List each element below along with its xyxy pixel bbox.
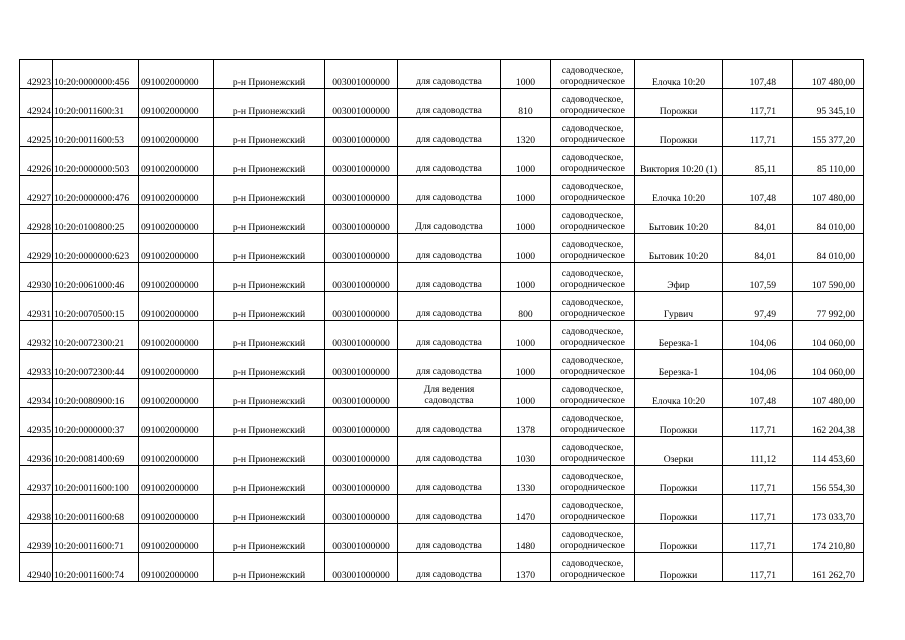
permitted-use-line: для садоводства	[416, 511, 482, 522]
category-code-cell: 003001000000	[325, 176, 398, 205]
usage-type-cell	[551, 408, 635, 437]
category-code-cell: 003001000000	[325, 118, 398, 147]
cadastral-value-cell: 95 345,10	[793, 89, 864, 118]
permitted-use-cell	[398, 292, 501, 321]
permitted-use-line: для садоводства	[416, 308, 482, 319]
category-code-cell: 003001000000	[325, 292, 398, 321]
permitted-use-cell	[398, 408, 501, 437]
cadastral-value-cell: 173 033,70	[793, 495, 864, 524]
usage-type-line: садоводческое,	[561, 123, 624, 134]
district-cell: р-н Прионежский	[214, 321, 325, 350]
table-row	[20, 118, 864, 147]
cadastral-number-cell: 10:20:0000000:503	[53, 147, 139, 176]
table-row	[20, 408, 864, 437]
permitted-use-cell	[398, 350, 501, 379]
permitted-use-cell	[398, 321, 501, 350]
table-body	[20, 60, 864, 582]
okato-code-cell: 091002000000	[139, 379, 214, 408]
cadastral-number-cell: 10:20:0072300:44	[53, 350, 139, 379]
row-number-cell: 42936	[20, 437, 53, 466]
usage-type-line: огородническое	[560, 366, 625, 377]
category-code-cell: 003001000000	[325, 437, 398, 466]
district-cell: р-н Прионежский	[214, 147, 325, 176]
row-number-cell: 42926	[20, 147, 53, 176]
okato-code-cell: 091002000000	[139, 524, 214, 553]
permitted-use-cell	[398, 466, 501, 495]
usage-type-line: садоводческое,	[561, 326, 624, 337]
okato-code-cell: 091002000000	[139, 495, 214, 524]
usage-type-cell	[551, 350, 635, 379]
okato-code-cell: 091002000000	[139, 176, 214, 205]
category-code-cell: 003001000000	[325, 147, 398, 176]
unit-price-cell: 104,06	[723, 350, 793, 379]
row-number-cell: 42933	[20, 350, 53, 379]
cooperative-cell: Порожки	[635, 466, 723, 495]
usage-type-line: садоводческое,	[561, 355, 624, 366]
cadastral-number-cell: 10:20:0011600:31	[53, 89, 139, 118]
table-row	[20, 263, 864, 292]
cadastral-number-cell: 10:20:0061000:46	[53, 263, 139, 292]
permitted-use-line: для садоводства	[416, 279, 482, 290]
permitted-use-cell	[398, 60, 501, 89]
permitted-use-cell	[398, 379, 501, 408]
cadastral-value-cell: 107 480,00	[793, 60, 864, 89]
unit-price-cell: 85,11	[723, 147, 793, 176]
category-code-cell: 003001000000	[325, 524, 398, 553]
permitted-use-line: для садоводства	[416, 453, 482, 464]
permitted-use-line: для садоводства	[416, 540, 482, 551]
cadastral-value-cell: 107 480,00	[793, 176, 864, 205]
cooperative-cell: Бытовик 10:20	[635, 234, 723, 263]
row-number-cell: 42934	[20, 379, 53, 408]
permitted-use-cell	[398, 205, 501, 234]
cooperative-cell: Порожки	[635, 495, 723, 524]
permitted-use-line: Для ведения	[423, 384, 475, 395]
cadastral-value-cell: 114 453,60	[793, 437, 864, 466]
category-code-cell: 003001000000	[325, 495, 398, 524]
okato-code-cell: 091002000000	[139, 437, 214, 466]
row-number-cell: 42935	[20, 408, 53, 437]
unit-price-cell: 107,48	[723, 176, 793, 205]
cadastral-number-cell: 10:20:0100800:25	[53, 205, 139, 234]
category-code-cell: 003001000000	[325, 234, 398, 263]
okato-code-cell: 091002000000	[139, 292, 214, 321]
usage-type-cell	[551, 466, 635, 495]
usage-type-line: садоводческое,	[561, 558, 624, 569]
row-number-cell: 42932	[20, 321, 53, 350]
row-number-cell: 42939	[20, 524, 53, 553]
permitted-use-line: для садоводства	[416, 569, 482, 580]
area-cell: 1370	[501, 553, 551, 582]
permitted-use-line: для садоводства	[416, 250, 482, 261]
cadastral-value-cell: 161 262,70	[793, 553, 864, 582]
permitted-use-cell	[398, 553, 501, 582]
table-row	[20, 553, 864, 582]
area-cell: 1000	[501, 263, 551, 292]
okato-code-cell: 091002000000	[139, 408, 214, 437]
district-cell: р-н Прионежский	[214, 553, 325, 582]
permitted-use-cell	[398, 437, 501, 466]
area-cell: 1000	[501, 176, 551, 205]
cooperative-cell: Березка-1	[635, 350, 723, 379]
usage-type-line: огородническое	[560, 105, 625, 116]
category-code-cell: 003001000000	[325, 60, 398, 89]
usage-type-cell	[551, 263, 635, 292]
table-row	[20, 466, 864, 495]
cooperative-cell: Озерки	[635, 437, 723, 466]
category-code-cell: 003001000000	[325, 350, 398, 379]
usage-type-cell	[551, 60, 635, 89]
permitted-use-cell	[398, 118, 501, 147]
area-cell: 1480	[501, 524, 551, 553]
table-row	[20, 321, 864, 350]
cooperative-cell: Порожки	[635, 524, 723, 553]
row-number-cell: 42930	[20, 263, 53, 292]
table-row	[20, 147, 864, 176]
usage-type-cell	[551, 379, 635, 408]
table-row	[20, 292, 864, 321]
usage-type-line: садоводческое,	[561, 413, 624, 424]
cooperative-cell: Порожки	[635, 553, 723, 582]
district-cell: р-н Прионежский	[214, 176, 325, 205]
permitted-use-cell	[398, 495, 501, 524]
usage-type-line: садоводческое,	[561, 442, 624, 453]
district-cell: р-н Прионежский	[214, 437, 325, 466]
district-cell: р-н Прионежский	[214, 118, 325, 147]
category-code-cell: 003001000000	[325, 263, 398, 292]
unit-price-cell: 97,49	[723, 292, 793, 321]
permitted-use-cell	[398, 234, 501, 263]
cadastral-value-cell: 107 590,00	[793, 263, 864, 292]
unit-price-cell: 104,06	[723, 321, 793, 350]
unit-price-cell: 117,71	[723, 118, 793, 147]
row-number-cell: 42940	[20, 553, 53, 582]
unit-price-cell: 111,12	[723, 437, 793, 466]
area-cell: 1330	[501, 466, 551, 495]
usage-type-line: садоводческое,	[561, 94, 624, 105]
cadastral-value-cell: 104 060,00	[793, 350, 864, 379]
usage-type-line: огородническое	[560, 76, 625, 87]
cooperative-cell: Порожки	[635, 89, 723, 118]
usage-type-cell	[551, 553, 635, 582]
permitted-use-line: Для садоводства	[415, 221, 483, 232]
usage-type-line: садоводческое,	[561, 471, 624, 482]
usage-type-line: огородническое	[560, 279, 625, 290]
row-number-cell: 42938	[20, 495, 53, 524]
table-row	[20, 234, 864, 263]
unit-price-cell: 117,71	[723, 495, 793, 524]
cadastral-number-cell: 10:20:0011600:100	[53, 466, 139, 495]
permitted-use-line: для садоводства	[416, 192, 482, 203]
row-number-cell: 42931	[20, 292, 53, 321]
cadastral-value-cell: 84 010,00	[793, 205, 864, 234]
unit-price-cell: 107,59	[723, 263, 793, 292]
usage-type-line: огородническое	[560, 540, 625, 551]
category-code-cell: 003001000000	[325, 205, 398, 234]
district-cell: р-н Прионежский	[214, 234, 325, 263]
row-number-cell: 42937	[20, 466, 53, 495]
unit-price-cell: 107,48	[723, 60, 793, 89]
district-cell: р-н Прионежский	[214, 524, 325, 553]
usage-type-line: огородническое	[560, 511, 625, 522]
okato-code-cell: 091002000000	[139, 553, 214, 582]
usage-type-line: садоводческое,	[561, 181, 624, 192]
usage-type-line: огородническое	[560, 424, 625, 435]
cooperative-cell: Елочка 10:20	[635, 60, 723, 89]
okato-code-cell: 091002000000	[139, 234, 214, 263]
permitted-use-line: для садоводства	[416, 482, 482, 493]
permitted-use-line: для садоводства	[416, 163, 482, 174]
district-cell: р-н Прионежский	[214, 408, 325, 437]
cooperative-cell: Бытовик 10:20	[635, 205, 723, 234]
usage-type-cell	[551, 524, 635, 553]
cadastral-number-cell: 10:20:0011600:53	[53, 118, 139, 147]
district-cell: р-н Прионежский	[214, 205, 325, 234]
category-code-cell: 003001000000	[325, 553, 398, 582]
usage-type-cell	[551, 321, 635, 350]
cadastral-number-cell: 10:20:0000000:456	[53, 60, 139, 89]
category-code-cell: 003001000000	[325, 466, 398, 495]
usage-type-line: огородническое	[560, 163, 625, 174]
usage-type-line: садоводческое,	[561, 500, 624, 511]
cadastral-number-cell: 10:20:0000000:476	[53, 176, 139, 205]
table-row	[20, 350, 864, 379]
table-row	[20, 89, 864, 118]
area-cell: 1320	[501, 118, 551, 147]
usage-type-line: садоводческое,	[561, 65, 624, 76]
cooperative-cell: Березка-1	[635, 321, 723, 350]
permitted-use-cell	[398, 263, 501, 292]
cadastral-value-cell: 104 060,00	[793, 321, 864, 350]
okato-code-cell: 091002000000	[139, 147, 214, 176]
area-cell: 1000	[501, 205, 551, 234]
row-number-cell: 42927	[20, 176, 53, 205]
usage-type-cell	[551, 118, 635, 147]
permitted-use-line: садоводства	[424, 395, 474, 406]
table-row	[20, 437, 864, 466]
okato-code-cell: 091002000000	[139, 205, 214, 234]
permitted-use-cell	[398, 524, 501, 553]
unit-price-cell: 117,71	[723, 553, 793, 582]
permitted-use-line: для садоводства	[416, 337, 482, 348]
usage-type-line: огородническое	[560, 337, 625, 348]
usage-type-line: огородническое	[560, 482, 625, 493]
usage-type-line: огородническое	[560, 134, 625, 145]
row-number-cell: 42925	[20, 118, 53, 147]
usage-type-cell	[551, 147, 635, 176]
area-cell: 1030	[501, 437, 551, 466]
usage-type-line: огородническое	[560, 453, 625, 464]
okato-code-cell: 091002000000	[139, 350, 214, 379]
usage-type-line: огородническое	[560, 250, 625, 261]
district-cell: р-н Прионежский	[214, 89, 325, 118]
unit-price-cell: 117,71	[723, 89, 793, 118]
cadastral-number-cell: 10:20:0000000:623	[53, 234, 139, 263]
cadastral-number-cell: 10:20:0000000:37	[53, 408, 139, 437]
unit-price-cell: 84,01	[723, 234, 793, 263]
table-row	[20, 60, 864, 89]
cadastral-value-cell: 156 554,30	[793, 466, 864, 495]
area-cell: 810	[501, 89, 551, 118]
usage-type-cell	[551, 205, 635, 234]
okato-code-cell: 091002000000	[139, 263, 214, 292]
cadastral-value-cell: 107 480,00	[793, 379, 864, 408]
cadastral-number-cell: 10:20:0070500:15	[53, 292, 139, 321]
cooperative-cell: Эфир	[635, 263, 723, 292]
district-cell: р-н Прионежский	[214, 292, 325, 321]
permitted-use-line: для садоводства	[416, 76, 482, 87]
district-cell: р-н Прионежский	[214, 263, 325, 292]
permitted-use-cell	[398, 176, 501, 205]
area-cell: 1000	[501, 60, 551, 89]
table-row	[20, 379, 864, 408]
cadastral-number-cell: 10:20:0072300:21	[53, 321, 139, 350]
district-cell: р-н Прионежский	[214, 466, 325, 495]
cadastral-number-cell: 10:20:0011600:68	[53, 495, 139, 524]
cooperative-cell: Порожки	[635, 408, 723, 437]
category-code-cell: 003001000000	[325, 408, 398, 437]
cadastral-number-cell: 10:20:0081400:69	[53, 437, 139, 466]
cadastral-number-cell: 10:20:0011600:74	[53, 553, 139, 582]
usage-type-cell	[551, 495, 635, 524]
cooperative-cell: Порожки	[635, 118, 723, 147]
usage-type-line: огородническое	[560, 221, 625, 232]
permitted-use-line: для садоводства	[416, 366, 482, 377]
okato-code-cell: 091002000000	[139, 89, 214, 118]
okato-code-cell: 091002000000	[139, 118, 214, 147]
okato-code-cell: 091002000000	[139, 60, 214, 89]
usage-type-line: огородническое	[560, 308, 625, 319]
category-code-cell: 003001000000	[325, 321, 398, 350]
cooperative-cell: Виктория 10:20 (1)	[635, 147, 723, 176]
permitted-use-line: для садоводства	[416, 134, 482, 145]
permitted-use-cell	[398, 89, 501, 118]
category-code-cell: 003001000000	[325, 379, 398, 408]
cadastral-value-cell: 77 992,00	[793, 292, 864, 321]
usage-type-line: садоводческое,	[561, 268, 624, 279]
usage-type-line: садоводческое,	[561, 152, 624, 163]
cadastral-value-cell: 84 010,00	[793, 234, 864, 263]
usage-type-line: садоводческое,	[561, 384, 624, 395]
usage-type-line: садоводческое,	[561, 529, 624, 540]
land-plot-table	[19, 59, 864, 582]
area-cell: 1378	[501, 408, 551, 437]
area-cell: 1000	[501, 234, 551, 263]
table-row	[20, 205, 864, 234]
area-cell: 1000	[501, 379, 551, 408]
usage-type-line: огородническое	[560, 569, 625, 580]
row-number-cell: 42923	[20, 60, 53, 89]
permitted-use-line: для садоводства	[416, 105, 482, 116]
cadastral-value-cell: 174 210,80	[793, 524, 864, 553]
table-row	[20, 176, 864, 205]
cooperative-cell: Елочка 10:20	[635, 379, 723, 408]
usage-type-cell	[551, 292, 635, 321]
usage-type-cell	[551, 176, 635, 205]
usage-type-cell	[551, 89, 635, 118]
unit-price-cell: 117,71	[723, 524, 793, 553]
usage-type-line: садоводческое,	[561, 239, 624, 250]
usage-type-line: садоводческое,	[561, 210, 624, 221]
unit-price-cell: 117,71	[723, 408, 793, 437]
okato-code-cell: 091002000000	[139, 321, 214, 350]
area-cell: 1000	[501, 147, 551, 176]
table-row	[20, 495, 864, 524]
category-code-cell: 003001000000	[325, 89, 398, 118]
cooperative-cell: Гурвич	[635, 292, 723, 321]
usage-type-line: садоводческое,	[561, 297, 624, 308]
cadastral-value-cell: 85 110,00	[793, 147, 864, 176]
row-number-cell: 42928	[20, 205, 53, 234]
table-row	[20, 524, 864, 553]
usage-type-line: огородническое	[560, 192, 625, 203]
district-cell: р-н Прионежский	[214, 60, 325, 89]
cooperative-cell: Елочка 10:20	[635, 176, 723, 205]
usage-type-cell	[551, 234, 635, 263]
area-cell: 1000	[501, 350, 551, 379]
row-number-cell: 42924	[20, 89, 53, 118]
unit-price-cell: 107,48	[723, 379, 793, 408]
permitted-use-cell	[398, 147, 501, 176]
area-cell: 1470	[501, 495, 551, 524]
cadastral-value-cell: 162 204,38	[793, 408, 864, 437]
cadastral-number-cell: 10:20:0011600:71	[53, 524, 139, 553]
usage-type-cell	[551, 437, 635, 466]
permitted-use-line: для садоводства	[416, 424, 482, 435]
area-cell: 1000	[501, 321, 551, 350]
cadastral-number-cell: 10:20:0080900:16	[53, 379, 139, 408]
row-number-cell: 42929	[20, 234, 53, 263]
district-cell: р-н Прионежский	[214, 350, 325, 379]
area-cell: 800	[501, 292, 551, 321]
unit-price-cell: 84,01	[723, 205, 793, 234]
district-cell: р-н Прионежский	[214, 495, 325, 524]
cadastral-value-cell: 155 377,20	[793, 118, 864, 147]
okato-code-cell: 091002000000	[139, 466, 214, 495]
district-cell: р-н Прионежский	[214, 379, 325, 408]
unit-price-cell: 117,71	[723, 466, 793, 495]
usage-type-line: огородническое	[560, 395, 625, 406]
